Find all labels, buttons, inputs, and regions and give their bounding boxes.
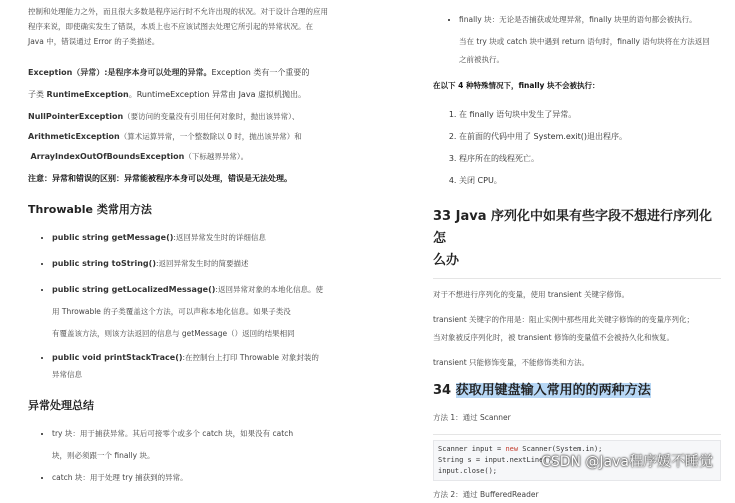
left-column xyxy=(28,0,328,482)
q33-title-line: 33 Java 序列化中如果有些字段不想进行序列化 怎 xyxy=(433,208,712,246)
npe-desc: （要访问的变量没有引用任何对象时，抛出该异常）、 xyxy=(123,112,300,121)
q33-paragraph-1: 对于不想进行序列化的变量，使用 transient 关键字修饰。 xyxy=(433,289,629,299)
exception-definition-lead: Exception（异常）:是程序本身可以处理的异常。 xyxy=(28,68,212,77)
aioob-desc: （下标越界异常）。 xyxy=(184,152,249,161)
list-item xyxy=(52,349,328,383)
list-item: 1. 在 finally 语句块中发生了异常。 xyxy=(459,104,721,126)
finally-list xyxy=(433,10,721,68)
runtime-exception-name: RuntimeException xyxy=(46,90,129,99)
method-desc-cont: 异常信息 xyxy=(52,370,82,379)
q33-paragraph-2-line: transient 关键字的作用是：阻止实例中那些用此关键字修饰的的变量序列化； xyxy=(433,314,695,324)
summary-text-cont: 块，则必须跟一个 finally 块。 xyxy=(52,451,155,460)
code-text: String s = input.nextLine(); xyxy=(438,455,557,464)
method-desc-cont: 有覆盖该方法，则该方法返回的信息与 getMessage（）返回的结果相同 xyxy=(52,329,295,338)
method-desc-cont: 用 Throwable 的子类覆盖这个方法，可以声称本地化信息。如果子类没 xyxy=(52,307,291,316)
error-vs-exception-note: 注意：异常和错误的区别：异常能被程序本身可以处理，错误是无法处理。 xyxy=(28,174,292,183)
list-item xyxy=(52,423,328,467)
summary-text: try 块：用于捕获异常。其后可接零个或多个 catch 块，如果没有 catch xyxy=(52,429,294,438)
text-fragment: 。RuntimeException 异常由 Java 虚拟机抛出。 xyxy=(128,90,307,99)
q34-title-highlighted: 获取用键盘输入常用的的两种方法 xyxy=(455,383,651,398)
finally-text: finally 块：无论是否捕获或处理异常，finally 块里的语句都会被执行。 xyxy=(459,15,697,24)
list-item: 2. 在前面的代码中用了 System.exit()退出程序。 xyxy=(459,126,721,148)
method-signature: public string getMessage() xyxy=(52,233,174,242)
method-2-label: 方法 2：通过 BufferedReader xyxy=(433,489,539,499)
runtime-exception-line xyxy=(28,85,328,105)
list-item xyxy=(459,10,721,68)
code-text: Scanner input = xyxy=(438,444,506,453)
method-desc: :返回异常发生时的详细信息 xyxy=(173,233,266,242)
method-desc: :返回异常发生时的简要描述 xyxy=(155,259,249,268)
code-text: input.close(); xyxy=(438,466,498,475)
right-column xyxy=(433,0,721,499)
throwable-methods-list xyxy=(28,225,328,383)
npe-name: NullPointerException xyxy=(28,112,124,121)
finally-text-cont: 当在 try 块或 catch 块中遇到 return 语句时，finally 语句块将在方法返回 xyxy=(459,37,710,46)
list-item xyxy=(52,225,328,251)
method-1-label: 方法 1：通过 Scanner xyxy=(433,413,511,422)
error-description: 控制和处理能力之外，而且很大多数是程序运行时不允许出现的状况。对于设计合理的应用程序来说，即使确实发生了错误，本质上也不应该试图去处理它所引起的异常状况。在 Java 中，错误通过 Error 的子类描述。 xyxy=(28,7,328,46)
q33-paragraph-2-line: 当对象被反序列化时，被 transient 修饰的变量值不会被持久化和恢复。 xyxy=(433,332,674,342)
q33-paragraph-3: transient 只能修饰变量，不能修饰类和方法。 xyxy=(433,358,590,367)
q34-title xyxy=(433,380,721,402)
arith-name: ArithmeticException xyxy=(28,132,120,141)
aioob-name: ArrayIndexOutOfBoundsException xyxy=(30,152,185,161)
list-item: 4. 关闭 CPU。 xyxy=(459,170,721,192)
section-divider xyxy=(433,278,721,279)
list-item: 3. 程序所在的线程死亡。 xyxy=(459,148,721,170)
exception-definition xyxy=(28,63,328,83)
throwable-methods-heading: Throwable 类常用方法 xyxy=(28,203,152,216)
method-desc: :在控制台上打印 Throwable 对象封装的 xyxy=(182,353,319,362)
text-fragment: 子类 xyxy=(28,90,47,99)
exception-summary-heading: 异常处理总结 xyxy=(28,399,94,412)
list-item xyxy=(52,279,328,345)
method-signature: public void printStackTrace() xyxy=(52,353,183,362)
aioob-line xyxy=(28,147,328,167)
finally-text-cont: 之前被执行。 xyxy=(459,55,504,64)
code-keyword: new xyxy=(505,444,519,453)
q34-number: 34 xyxy=(433,383,456,398)
q33-title xyxy=(433,206,721,272)
q33-title-line: 么办 xyxy=(433,252,460,268)
code-text: Scanner(System.in); xyxy=(518,444,603,453)
method-signature: public string toString() xyxy=(52,259,156,268)
arith-desc: （算术运算异常，一个整数除以 0 时，抛出该异常）和 xyxy=(119,132,302,141)
exception-definition-rest: Exception 类有一个重要的 xyxy=(211,68,310,77)
summary-text: catch 块：用于处理 try 捕获到的异常。 xyxy=(52,473,188,482)
method-desc: :返回异常对象的本地化信息。使 xyxy=(215,285,323,294)
npe-line xyxy=(28,107,328,127)
finally-not-executed-list xyxy=(433,104,721,192)
csdn-watermark: CSDN @Java程序媛不睡觉 xyxy=(541,454,713,470)
list-item xyxy=(52,467,328,489)
exception-summary-list xyxy=(28,423,328,489)
method-signature: public string getLocalizedMessage() xyxy=(52,285,216,294)
list-item xyxy=(52,251,328,277)
arith-line xyxy=(28,127,328,147)
finally-not-executed-heading: 在以下 4 种特殊情况下，finally 块不会被执行： xyxy=(433,81,600,90)
q33-paragraph-2 xyxy=(433,311,721,347)
section-divider xyxy=(433,434,721,435)
